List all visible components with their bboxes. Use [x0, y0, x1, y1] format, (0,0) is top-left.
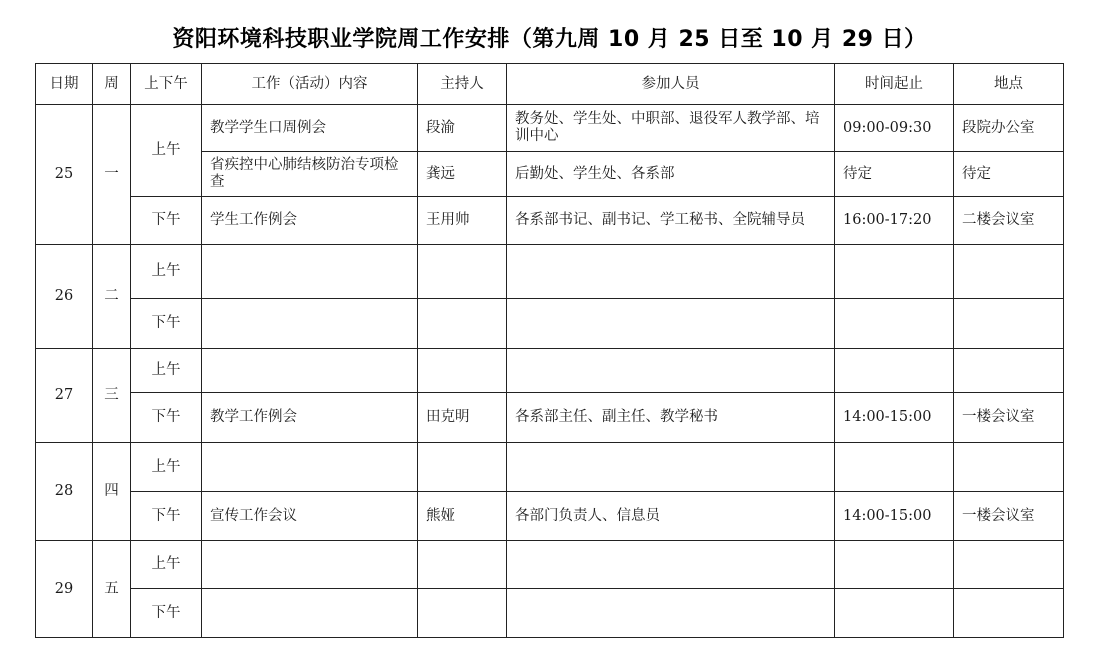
weekday-cell: 五 [93, 541, 131, 638]
work-cell [202, 349, 418, 393]
location-cell [954, 299, 1064, 349]
table-row [36, 349, 1064, 393]
work-cell [202, 443, 418, 492]
time-cell [835, 245, 954, 299]
table-row [36, 393, 1064, 443]
participants-cell [507, 349, 835, 393]
location-cell [954, 443, 1064, 492]
header-weekday: 周 [93, 64, 131, 105]
work-cell [202, 299, 418, 349]
work-cell: 省疾控中心肺结核防治专项检查 [202, 152, 418, 197]
work-cell: 学生工作例会 [202, 197, 418, 245]
host-cell: 田克明 [418, 393, 507, 443]
date-cell: 25 [36, 105, 93, 245]
participants-cell: 各系部主任、副主任、教学秘书 [507, 393, 835, 443]
date-cell: 29 [36, 541, 93, 638]
date-cell: 26 [36, 245, 93, 349]
time-cell: 14:00-15:00 [835, 492, 954, 541]
time-cell: 14:00-15:00 [835, 393, 954, 443]
work-cell [202, 245, 418, 299]
period-cell: 上午 [131, 105, 202, 197]
table-row [36, 299, 1064, 349]
location-cell: 一楼会议室 [954, 393, 1064, 443]
location-cell [954, 541, 1064, 589]
table-row [36, 589, 1064, 638]
header-work: 工作（活动）内容 [202, 64, 418, 105]
host-cell: 段渝 [418, 105, 507, 152]
participants-cell: 教务处、学生处、中职部、退役军人教学部、培训中心 [507, 105, 835, 152]
table-row [36, 443, 1064, 492]
participants-cell [507, 589, 835, 638]
location-cell [954, 589, 1064, 638]
table-row [36, 197, 1064, 245]
schedule-table [35, 63, 1064, 638]
participants-cell: 各系部书记、副书记、学工秘书、全院辅导员 [507, 197, 835, 245]
period-cell: 下午 [131, 492, 202, 541]
work-cell [202, 589, 418, 638]
host-cell [418, 541, 507, 589]
weekday-cell: 三 [93, 349, 131, 443]
participants-cell [507, 443, 835, 492]
weekday-cell: 二 [93, 245, 131, 349]
host-cell [418, 245, 507, 299]
participants-cell [507, 299, 835, 349]
period-cell: 上午 [131, 541, 202, 589]
host-cell [418, 443, 507, 492]
header-location: 地点 [954, 64, 1064, 105]
host-cell [418, 589, 507, 638]
time-cell [835, 589, 954, 638]
header-date: 日期 [36, 64, 93, 105]
work-cell: 教学学生口周例会 [202, 105, 418, 152]
header-host: 主持人 [418, 64, 507, 105]
period-cell: 下午 [131, 299, 202, 349]
location-cell [954, 349, 1064, 393]
host-cell: 王用帅 [418, 197, 507, 245]
date-cell: 28 [36, 443, 93, 541]
location-cell [954, 245, 1064, 299]
header-row [36, 64, 1064, 105]
participants-cell [507, 541, 835, 589]
table-row [36, 245, 1064, 299]
weekday-cell: 四 [93, 443, 131, 541]
participants-cell: 各部门负责人、信息员 [507, 492, 835, 541]
host-cell [418, 299, 507, 349]
time-cell [835, 541, 954, 589]
date-cell: 27 [36, 349, 93, 443]
location-cell: 待定 [954, 152, 1064, 197]
table-row [36, 492, 1064, 541]
location-cell: 一楼会议室 [954, 492, 1064, 541]
page-title: 资阳环境科技职业学院周工作安排（第九周 10 月 25 日至 10 月 29 日） [172, 27, 927, 52]
time-cell [835, 349, 954, 393]
work-cell: 教学工作例会 [202, 393, 418, 443]
time-cell [835, 443, 954, 492]
table-row [36, 105, 1064, 152]
period-cell: 下午 [131, 197, 202, 245]
location-cell: 二楼会议室 [954, 197, 1064, 245]
participants-cell: 后勤处、学生处、各系部 [507, 152, 835, 197]
time-cell: 16:00-17:20 [835, 197, 954, 245]
period-cell: 下午 [131, 393, 202, 443]
time-cell: 待定 [835, 152, 954, 197]
time-cell: 09:00-09:30 [835, 105, 954, 152]
host-cell: 熊娅 [418, 492, 507, 541]
header-participants: 参加人员 [507, 64, 835, 105]
location-cell: 段院办公室 [954, 105, 1064, 152]
participants-cell [507, 245, 835, 299]
weekday-cell: 一 [93, 105, 131, 245]
work-cell [202, 541, 418, 589]
host-cell [418, 349, 507, 393]
period-cell: 上午 [131, 349, 202, 393]
header-time: 时间起止 [835, 64, 954, 105]
work-cell: 宣传工作会议 [202, 492, 418, 541]
period-cell: 上午 [131, 443, 202, 492]
period-cell: 下午 [131, 589, 202, 638]
host-cell: 龚远 [418, 152, 507, 197]
period-cell: 上午 [131, 245, 202, 299]
time-cell [835, 299, 954, 349]
header-period: 上下午 [131, 64, 202, 105]
table-row [36, 541, 1064, 589]
